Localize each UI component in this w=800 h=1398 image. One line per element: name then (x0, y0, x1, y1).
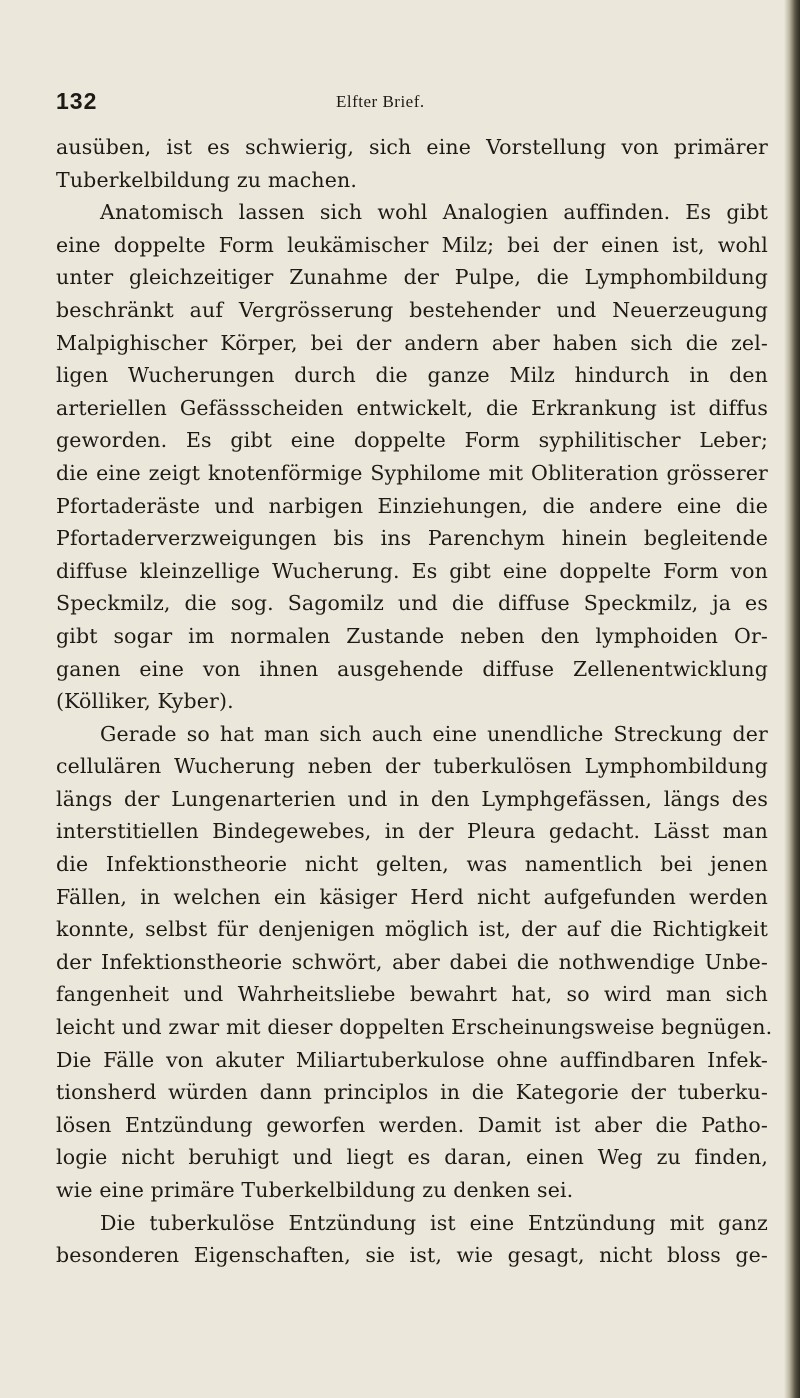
text-line: interstitiellen Bindegewebes, in der Pleura gedacht. Lässt man (56, 819, 768, 844)
text-line: Die tuberkulöse Entzündung ist eine Entzündung mit ganz (100, 1210, 768, 1235)
text-line: ligen Wucherungen durch die ganze Milz hindurch in den (56, 363, 768, 388)
text-line: Gerade so hat man sich auch eine unendliche Streckung der (100, 721, 768, 746)
text-line: konnte, selbst für denjenigen möglich ist, der auf die Richtigkeit (56, 917, 768, 942)
text-line: die eine zeigt knotenförmige Syphilome mit Obliteration grösserer (56, 460, 768, 485)
text-line: unter gleichzeitiger Zunahme der Pulpe, die Lymphombildung (56, 265, 768, 290)
text-line: eine doppelte Form leukämischer Milz; bei der einen ist, wohl (56, 232, 768, 257)
text-line: diffuse kleinzellige Wucherung. Es gibt eine doppelte Form von (56, 558, 768, 583)
text-line: ganen eine von ihnen ausgehende diffuse Zellenentwicklung (56, 656, 768, 681)
text-line: geworden. Es gibt eine doppelte Form syphilitischer Leber; (56, 428, 768, 453)
text-line: fangenheit und Wahrheitsliebe bewahrt hat, so wird man sich (56, 982, 768, 1007)
page-binding-edge (784, 0, 800, 1398)
text-line: Speckmilz, die sog. Sagomilz und die diffuse Speckmilz, ja es (56, 591, 768, 616)
text-line: besonderen Eigenschaften, sie ist, wie gesagt, nicht bloss ge- (56, 1243, 768, 1268)
text-line: tionsherd würden dann principlos in die Kategorie der tuberku- (56, 1080, 768, 1105)
body-text (56, 131, 773, 1272)
text-line: cellulären Wucherung neben der tuberkulösen Lymphombildung (56, 754, 768, 779)
text-line: ausüben, ist es schwierig, sich eine Vorstellung von primärer (56, 135, 768, 159)
text-line: die Infektionstheorie nicht gelten, was namentlich bei jenen (56, 852, 768, 877)
page-number: 132 (56, 88, 98, 114)
page-header (0, 88, 780, 118)
text-line: wie eine primäre Tuberkelbildung zu denken sei. (56, 1178, 574, 1202)
text-line: Fällen, in welchen ein käsiger Herd nicht aufgefunden werden (56, 884, 768, 909)
text-line: leicht und zwar mit dieser doppelten Erscheinungsweise begnügen. (56, 1015, 773, 1040)
text-line: logie nicht beruhigt und liegt es daran, einen Weg zu finden, (56, 1145, 768, 1170)
text-line: lösen Entzündung geworfen werden. Damit ist aber die Patho- (56, 1112, 768, 1137)
text-line: Pfortaderäste und narbigen Einziehungen, die andere eine die (56, 493, 768, 518)
text-line: der Infektionstheorie schwört, aber dabei die nothwendige Unbe- (56, 949, 768, 974)
text-line: Die Fälle von akuter Miliartuberkulose ohne auffindbaren Infek- (56, 1047, 768, 1072)
text-line: längs der Lungenarterien und in den Lymphgefässen, längs des (56, 786, 768, 811)
text-line: Tuberkelbildung zu machen. (56, 167, 358, 192)
text-line: (Kölliker, Kyber). (56, 689, 234, 714)
text-line: beschränkt auf Vergrösserung bestehender und Neuerzeugung (56, 297, 768, 322)
text-line: gibt sogar im normalen Zustande neben den lymphoiden Or- (56, 623, 768, 648)
text-line: Anatomisch lassen sich wohl Analogien auffinden. Es gibt (100, 200, 768, 225)
text-line: arteriellen Gefässscheiden entwickelt, die Erkrankung ist diffus (56, 395, 768, 420)
text-line: Malpighischer Körper, bei der andern aber haben sich die zel- (56, 330, 768, 355)
running-head: Elfter Brief. (336, 92, 425, 111)
text-line: Pfortaderverzweigungen bis ins Parenchym hinein begleitende (56, 526, 768, 551)
